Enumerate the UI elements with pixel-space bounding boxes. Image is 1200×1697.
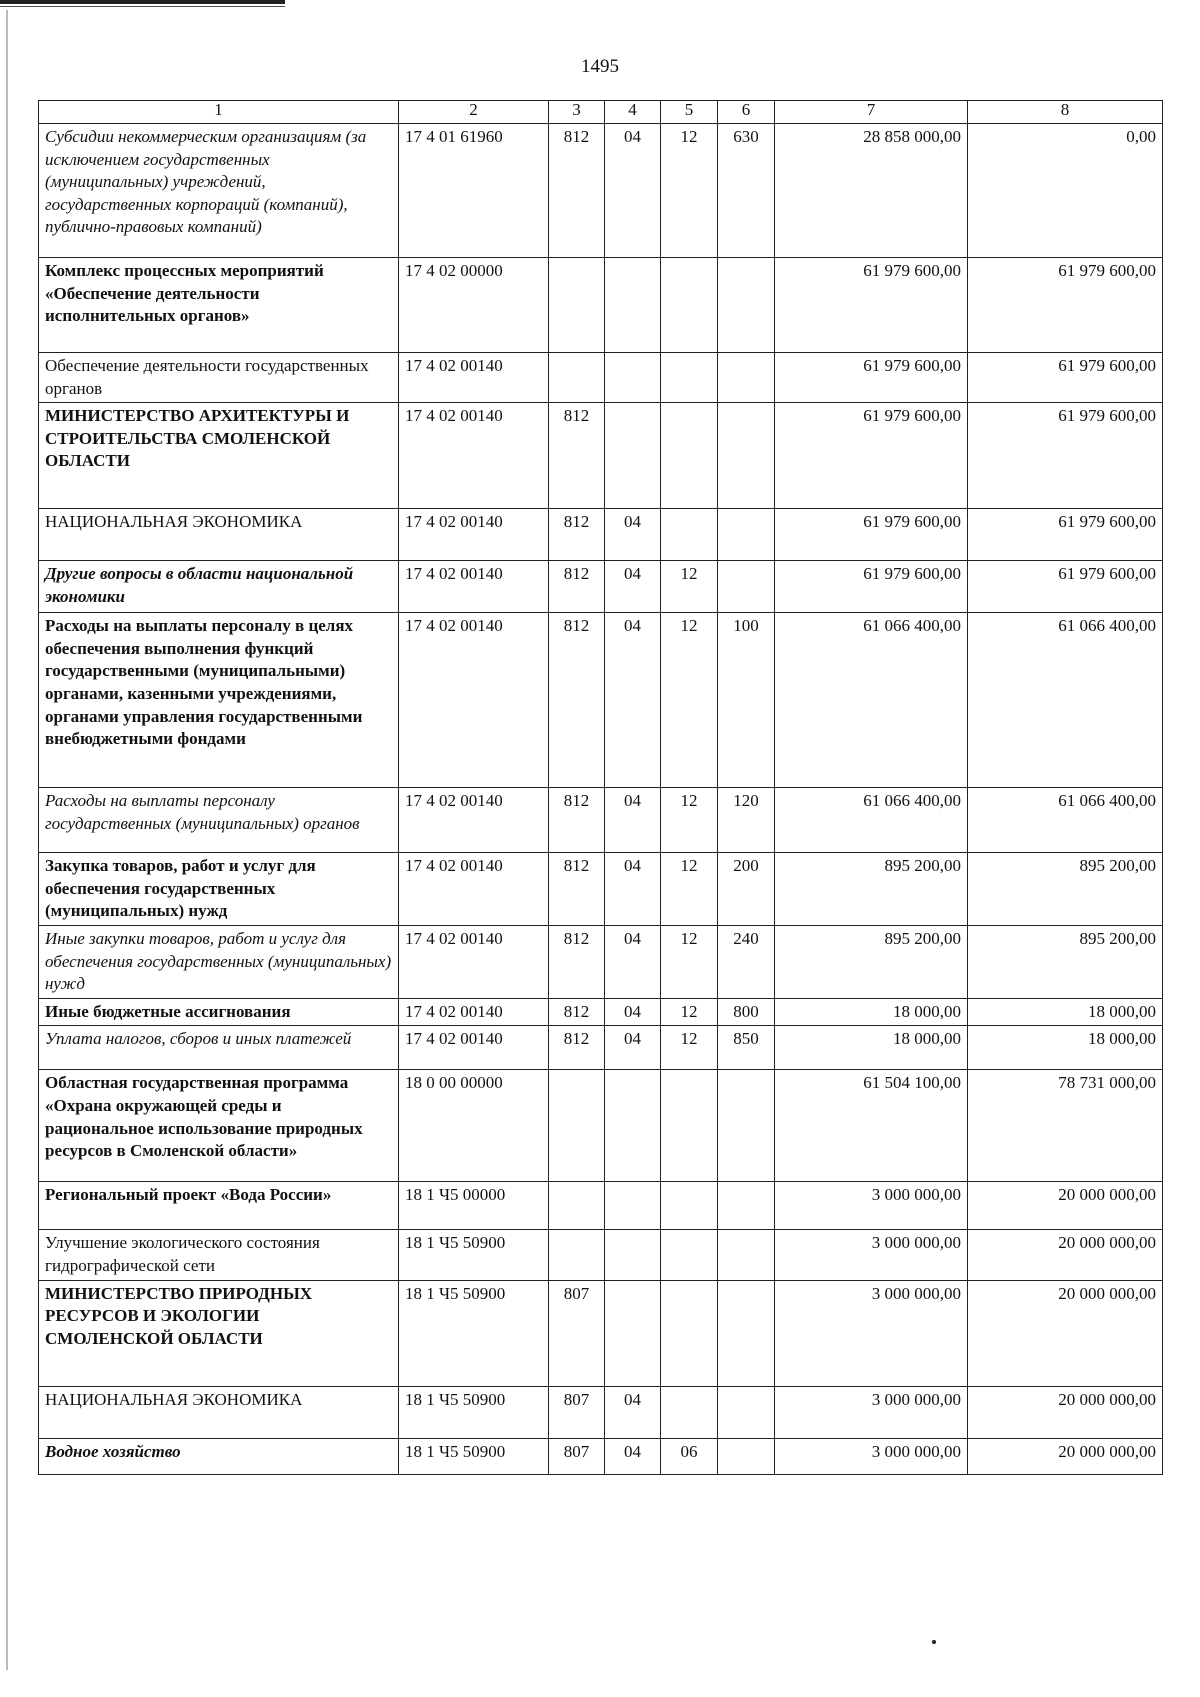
amount-col7: 61 979 600,00 xyxy=(775,353,968,403)
ministry-code: 812 xyxy=(549,1026,605,1070)
table-row xyxy=(39,353,1163,403)
row-name: Областная государственная программа «Охрана окружающей среды и рациональное использование природных ресурсов в Смоленской области» xyxy=(39,1070,399,1182)
column-header: 6 xyxy=(718,101,775,124)
target-code: 17 4 01 61960 xyxy=(399,124,549,258)
page-number: 1495 xyxy=(581,56,619,77)
ministry-code: 812 xyxy=(549,509,605,561)
target-code: 17 4 02 00140 xyxy=(399,998,549,1026)
top-rule xyxy=(0,0,285,4)
expense-type-code: 630 xyxy=(718,124,775,258)
amount-col7: 3 000 000,00 xyxy=(775,1280,968,1386)
subsection-code: 12 xyxy=(661,1026,718,1070)
section-code: 04 xyxy=(605,1386,661,1438)
subsection-code xyxy=(661,509,718,561)
subsection-code: 12 xyxy=(661,926,718,999)
row-name: МИНИСТЕРСТВО ПРИРОДНЫХ РЕСУРСОВ И ЭКОЛОГИИ СМОЛЕНСКОЙ ОБЛАСТИ xyxy=(39,1280,399,1386)
ministry-code: 812 xyxy=(549,403,605,509)
table-row xyxy=(39,561,1163,613)
row-name: Расходы на выплаты персоналу в целях обеспечения выполнения функций государственными (муниципальными) органами, казенными учреждениями, органами управления государственными внебюджетными фондами xyxy=(39,613,399,788)
subsection-code: 12 xyxy=(661,853,718,926)
column-header: 5 xyxy=(661,101,718,124)
table-row xyxy=(39,258,1163,353)
amount-col8: 18 000,00 xyxy=(968,1026,1163,1070)
amount-col8: 61 979 600,00 xyxy=(968,403,1163,509)
target-code: 17 4 02 00140 xyxy=(399,403,549,509)
subsection-code: 12 xyxy=(661,124,718,258)
subsection-code xyxy=(661,1386,718,1438)
table-row xyxy=(39,1438,1163,1474)
table-row xyxy=(39,788,1163,853)
expense-type-code xyxy=(718,1070,775,1182)
amount-col8: 61 979 600,00 xyxy=(968,561,1163,613)
subsection-code: 12 xyxy=(661,998,718,1026)
table-row xyxy=(39,1230,1163,1280)
budget-table xyxy=(38,100,1163,1475)
row-name: Другие вопросы в области национальной экономики xyxy=(39,561,399,613)
section-code: 04 xyxy=(605,853,661,926)
amount-col8: 20 000 000,00 xyxy=(968,1182,1163,1230)
amount-col7: 61 979 600,00 xyxy=(775,258,968,353)
subsection-code: 06 xyxy=(661,1438,718,1474)
section-code xyxy=(605,1070,661,1182)
row-name: Комплекс процессных мероприятий «Обеспечение деятельности исполнительных органов» xyxy=(39,258,399,353)
target-code: 17 4 02 00140 xyxy=(399,613,549,788)
scan-speck xyxy=(932,1640,936,1644)
section-code xyxy=(605,353,661,403)
amount-col8: 61 066 400,00 xyxy=(968,788,1163,853)
amount-col8: 20 000 000,00 xyxy=(968,1386,1163,1438)
row-name: НАЦИОНАЛЬНАЯ ЭКОНОМИКА xyxy=(39,1386,399,1438)
target-code: 17 4 02 00140 xyxy=(399,561,549,613)
amount-col7: 28 858 000,00 xyxy=(775,124,968,258)
target-code: 17 4 02 00140 xyxy=(399,509,549,561)
expense-type-code xyxy=(718,1230,775,1280)
target-code: 18 0 00 00000 xyxy=(399,1070,549,1182)
subsection-code: 12 xyxy=(661,788,718,853)
table-row xyxy=(39,1386,1163,1438)
expense-type-code: 850 xyxy=(718,1026,775,1070)
amount-col8: 895 200,00 xyxy=(968,926,1163,999)
amount-col8: 20 000 000,00 xyxy=(968,1280,1163,1386)
amount-col7: 3 000 000,00 xyxy=(775,1182,968,1230)
table-row xyxy=(39,1182,1163,1230)
amount-col7: 61 066 400,00 xyxy=(775,788,968,853)
section-code xyxy=(605,1182,661,1230)
row-name: Закупка товаров, работ и услуг для обеспечения государственных (муниципальных) нужд xyxy=(39,853,399,926)
ministry-code: 812 xyxy=(549,613,605,788)
table-row xyxy=(39,853,1163,926)
ministry-code xyxy=(549,1230,605,1280)
row-name: Улучшение экологического состояния гидрографической сети xyxy=(39,1230,399,1280)
top-rule-thin xyxy=(0,6,285,7)
table-row xyxy=(39,509,1163,561)
row-name: Уплата налогов, сборов и иных платежей xyxy=(39,1026,399,1070)
row-name: Расходы на выплаты персоналу государственных (муниципальных) органов xyxy=(39,788,399,853)
expense-type-code xyxy=(718,1280,775,1386)
amount-col7: 61 066 400,00 xyxy=(775,613,968,788)
amount-col8: 0,00 xyxy=(968,124,1163,258)
expense-type-code: 100 xyxy=(718,613,775,788)
amount-col7: 18 000,00 xyxy=(775,1026,968,1070)
table-row xyxy=(39,1026,1163,1070)
amount-col7: 895 200,00 xyxy=(775,853,968,926)
expense-type-code: 200 xyxy=(718,853,775,926)
amount-col7: 895 200,00 xyxy=(775,926,968,999)
table-row xyxy=(39,998,1163,1026)
subsection-code xyxy=(661,353,718,403)
target-code: 18 1 Ч5 50900 xyxy=(399,1280,549,1386)
ministry-code: 812 xyxy=(549,926,605,999)
column-header: 8 xyxy=(968,101,1163,124)
section-code xyxy=(605,403,661,509)
subsection-code xyxy=(661,1070,718,1182)
section-code: 04 xyxy=(605,124,661,258)
section-code: 04 xyxy=(605,926,661,999)
ministry-code: 807 xyxy=(549,1280,605,1386)
scan-edge xyxy=(6,10,8,1670)
section-code xyxy=(605,1230,661,1280)
expense-type-code: 800 xyxy=(718,998,775,1026)
ministry-code: 812 xyxy=(549,788,605,853)
amount-col8: 61 979 600,00 xyxy=(968,509,1163,561)
ministry-code: 812 xyxy=(549,561,605,613)
table-row xyxy=(39,124,1163,258)
column-number-row xyxy=(39,101,1163,124)
expense-type-code: 240 xyxy=(718,926,775,999)
amount-col7: 3 000 000,00 xyxy=(775,1438,968,1474)
target-code: 17 4 02 00000 xyxy=(399,258,549,353)
row-name: Обеспечение деятельности государственных органов xyxy=(39,353,399,403)
row-name: Иные закупки товаров, работ и услуг для обеспечения государственных (муниципальных) нужд xyxy=(39,926,399,999)
expense-type-code xyxy=(718,353,775,403)
expense-type-code xyxy=(718,258,775,353)
row-name: МИНИСТЕРСТВО АРХИТЕКТУРЫ И СТРОИТЕЛЬСТВА СМОЛЕНСКОЙ ОБЛАСТИ xyxy=(39,403,399,509)
ministry-code xyxy=(549,353,605,403)
amount-col7: 18 000,00 xyxy=(775,998,968,1026)
section-code xyxy=(605,258,661,353)
column-header: 2 xyxy=(399,101,549,124)
row-name: Субсидии некоммерческим организациям (за исключением государственных (муниципальных) учреждений, государственных корпораций (компаний), публично-правовых компаний) xyxy=(39,124,399,258)
table-row xyxy=(39,1070,1163,1182)
ministry-code: 812 xyxy=(549,998,605,1026)
section-code xyxy=(605,1280,661,1386)
row-name: НАЦИОНАЛЬНАЯ ЭКОНОМИКА xyxy=(39,509,399,561)
expense-type-code xyxy=(718,561,775,613)
section-code: 04 xyxy=(605,1438,661,1474)
amount-col7: 3 000 000,00 xyxy=(775,1230,968,1280)
target-code: 18 1 Ч5 00000 xyxy=(399,1182,549,1230)
amount-col8: 895 200,00 xyxy=(968,853,1163,926)
row-name: Водное хозяйство xyxy=(39,1438,399,1474)
amount-col8: 18 000,00 xyxy=(968,998,1163,1026)
table-row xyxy=(39,403,1163,509)
amount-col7: 61 979 600,00 xyxy=(775,561,968,613)
table-row xyxy=(39,1280,1163,1386)
ministry-code xyxy=(549,258,605,353)
section-code: 04 xyxy=(605,509,661,561)
section-code: 04 xyxy=(605,788,661,853)
column-header: 4 xyxy=(605,101,661,124)
amount-col8: 61 979 600,00 xyxy=(968,258,1163,353)
section-code: 04 xyxy=(605,561,661,613)
amount-col8: 20 000 000,00 xyxy=(968,1230,1163,1280)
subsection-code xyxy=(661,1280,718,1386)
amount-col8: 61 066 400,00 xyxy=(968,613,1163,788)
ministry-code: 807 xyxy=(549,1386,605,1438)
ministry-code: 812 xyxy=(549,124,605,258)
amount-col7: 61 979 600,00 xyxy=(775,403,968,509)
amount-col8: 61 979 600,00 xyxy=(968,353,1163,403)
subsection-code xyxy=(661,403,718,509)
ministry-code: 812 xyxy=(549,853,605,926)
amount-col7: 61 979 600,00 xyxy=(775,509,968,561)
table-row xyxy=(39,613,1163,788)
subsection-code: 12 xyxy=(661,561,718,613)
target-code: 17 4 02 00140 xyxy=(399,788,549,853)
column-header: 7 xyxy=(775,101,968,124)
amount-col7: 3 000 000,00 xyxy=(775,1386,968,1438)
expense-type-code xyxy=(718,403,775,509)
amount-col8: 78 731 000,00 xyxy=(968,1070,1163,1182)
target-code: 17 4 02 00140 xyxy=(399,926,549,999)
ministry-code xyxy=(549,1182,605,1230)
ministry-code: 807 xyxy=(549,1438,605,1474)
row-name: Региональный проект «Вода России» xyxy=(39,1182,399,1230)
column-header: 1 xyxy=(39,101,399,124)
subsection-code xyxy=(661,258,718,353)
expense-type-code xyxy=(718,509,775,561)
target-code: 18 1 Ч5 50900 xyxy=(399,1230,549,1280)
column-header: 3 xyxy=(549,101,605,124)
subsection-code: 12 xyxy=(661,613,718,788)
subsection-code xyxy=(661,1230,718,1280)
target-code: 18 1 Ч5 50900 xyxy=(399,1386,549,1438)
row-name: Иные бюджетные ассигнования xyxy=(39,998,399,1026)
target-code: 17 4 02 00140 xyxy=(399,353,549,403)
amount-col8: 20 000 000,00 xyxy=(968,1438,1163,1474)
table-row xyxy=(39,926,1163,999)
expense-type-code xyxy=(718,1438,775,1474)
section-code: 04 xyxy=(605,1026,661,1070)
section-code: 04 xyxy=(605,998,661,1026)
subsection-code xyxy=(661,1182,718,1230)
section-code: 04 xyxy=(605,613,661,788)
target-code: 17 4 02 00140 xyxy=(399,853,549,926)
amount-col7: 61 504 100,00 xyxy=(775,1070,968,1182)
expense-type-code: 120 xyxy=(718,788,775,853)
expense-type-code xyxy=(718,1182,775,1230)
expense-type-code xyxy=(718,1386,775,1438)
ministry-code xyxy=(549,1070,605,1182)
target-code: 18 1 Ч5 50900 xyxy=(399,1438,549,1474)
target-code: 17 4 02 00140 xyxy=(399,1026,549,1070)
